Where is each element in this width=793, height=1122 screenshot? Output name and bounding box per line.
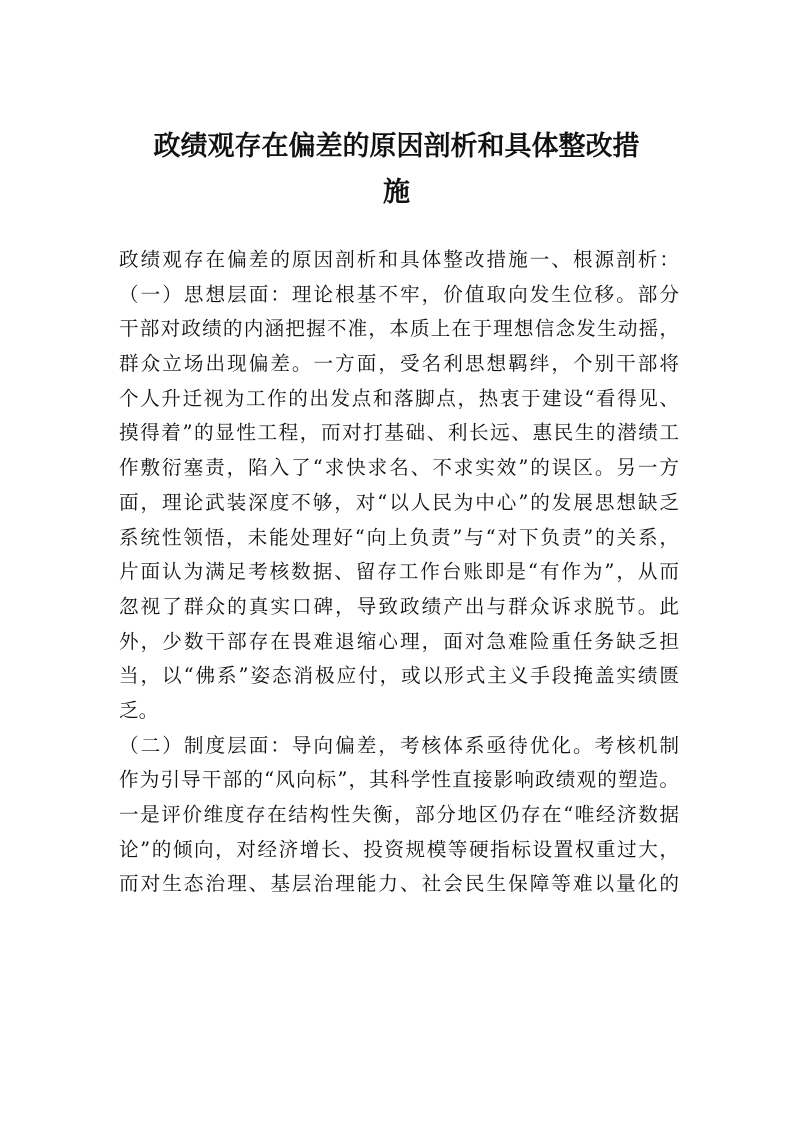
- body-line: 论”的倾向，对经济增长、投资规模等硬指标设置权重过大，: [119, 837, 679, 861]
- body-line: 系统性领悟，未能处理好“向上负责”与“对下负责”的关系，: [119, 525, 679, 549]
- body-line: 外，少数干部存在畏难退缩心理，面对急难险重任务缺乏担: [119, 629, 679, 653]
- body-line: 而对生态治理、基层治理能力、社会民生保障等难以量化的: [119, 872, 679, 896]
- body-line: （二）制度层面：导向偏差，考核体系亟待优化。考核机制: [119, 733, 679, 757]
- body-line: 一是评价维度存在结构性失衡，部分地区仍存在“唯经济数据: [119, 803, 679, 826]
- title-line: 政绩观存在偏差的原因剖析和具体整改措: [153, 131, 640, 162]
- body-line: 面，理论武装深度不够，对“以人民为中心”的发展思想缺乏: [119, 490, 679, 514]
- body-line: 当，以“佛系”姿态消极应付，或以形式主义手段掩盖实绩匮: [119, 664, 679, 688]
- body-line: 作为引导干部的“风向标”，其科学性直接影响政绩观的塑造。: [119, 768, 679, 792]
- document-body: [119, 243, 679, 902]
- body-line: （一）思想层面：理论根基不牢，价值取向发生位移。部分: [119, 282, 679, 306]
- body-line: 片面认为满足考核数据、留存工作台账即是“有作为”，从而: [119, 560, 679, 584]
- body-line: 作敷衍塞责，陷入了“求快求名、不求实效”的误区。另一方: [119, 456, 679, 480]
- body-line: 干部对政绩的内涵把握不准，本质上在于理想信念发生动摇，: [119, 317, 679, 341]
- body-line: 乏。: [119, 698, 159, 722]
- body-line: 摸得着”的显性工程，而对打基础、利长远、惠民生的潜绩工: [119, 421, 679, 445]
- body-line: 群众立场出现偏差。一方面，受名利思想羁绊，个别干部将: [119, 352, 679, 376]
- body-line: 忽视了群众的真实口碑，导致政绩产出与群众诉求脱节。此: [119, 594, 679, 618]
- body-line: 政绩观存在偏差的原因剖析和具体整改措施一、根源剖析：: [119, 248, 679, 271]
- document-title: [100, 124, 693, 216]
- body-line: 个人升迁视为工作的出发点和落脚点，热衷于建设“看得见、: [119, 386, 679, 410]
- title-line: 施: [383, 177, 410, 208]
